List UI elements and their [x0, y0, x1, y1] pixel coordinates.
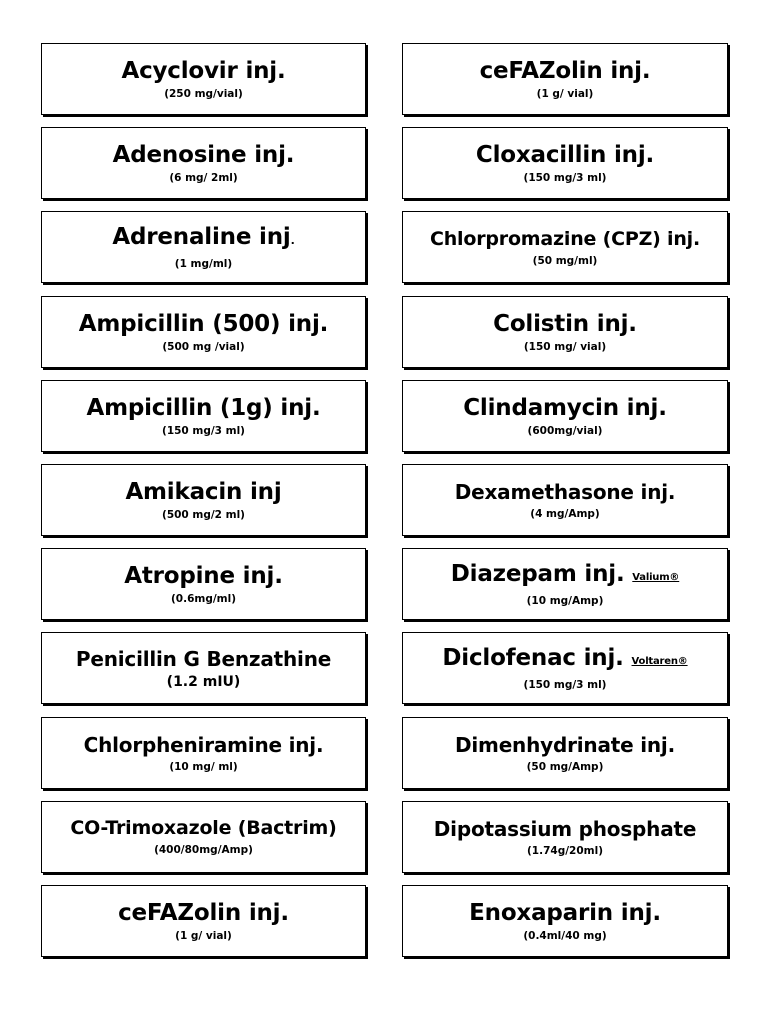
drug-dose: (1.2 mIU) — [166, 673, 241, 690]
drug-dose: (6 mg/ 2ml) — [169, 172, 238, 185]
drug-name: CO-Trimoxazole (Bactrim) — [70, 817, 337, 840]
drug-dose: (400/80mg/Amp) — [154, 844, 253, 857]
drug-label-diazepam — [402, 548, 728, 620]
drug-name: Diclofenac inj. — [442, 645, 624, 672]
drug-name: Penicillin G Benzathine — [75, 646, 332, 671]
drug-dose: (1 g/ vial) — [536, 88, 594, 100]
drug-name-row — [442, 644, 687, 676]
drug-dose: (50 mg/Amp) — [526, 760, 604, 773]
drug-name: Chlorpromazine (CPZ) inj. — [429, 227, 701, 250]
drug-name: Atropine inj. — [124, 563, 283, 590]
drug-label-enoxaparin — [402, 885, 728, 957]
drug-name-row — [112, 223, 294, 255]
drug-dose: (1 g/ vial) — [175, 929, 232, 942]
drug-dose: (0.6mg/ml) — [170, 593, 237, 606]
brand-name: Voltaren® — [631, 656, 688, 668]
drug-label-amikacin — [41, 464, 366, 536]
drug-label-cloxacillin — [402, 127, 728, 199]
drug-dose: (10 mg/ ml) — [169, 760, 238, 773]
drug-dose: (500 mg /vial) — [162, 340, 245, 353]
drug-dose: (0.4ml/40 mg) — [523, 929, 607, 942]
drug-label-adrenaline — [41, 211, 366, 283]
drug-name: Dipotassium phosphate — [433, 816, 697, 841]
drug-label-acyclovir — [41, 43, 366, 115]
drug-dose: (150 mg/3 ml) — [162, 424, 245, 437]
drug-label-dexamethasone — [402, 464, 728, 536]
drug-label-diclofenac — [402, 632, 728, 704]
drug-name: Diazepam inj. — [450, 561, 625, 588]
drug-label-adenosine — [41, 127, 366, 199]
drug-dose: (4 mg/Amp) — [530, 507, 600, 520]
drug-label-atropine — [41, 548, 366, 620]
drug-label-dipotassium-phosphate — [402, 801, 728, 873]
drug-name: ceFAZolin inj. — [118, 899, 289, 926]
drug-name: Clindamycin inj. — [463, 394, 667, 421]
drug-label-clindamycin — [402, 380, 728, 452]
drug-name: Dimenhydrinate inj. — [455, 732, 675, 757]
drug-label-cefazolin — [402, 43, 728, 115]
drug-label-chlorpromazine — [402, 211, 728, 283]
drug-name: Colistin inj. — [493, 310, 637, 337]
drug-dose: (150 mg/3 ml) — [523, 679, 607, 692]
drug-name: Dexamethasone inj. — [454, 479, 676, 504]
drug-dose: (600mg/vial) — [527, 424, 603, 437]
drug-name: Acyclovir inj. — [121, 58, 286, 84]
drug-label-co-trimoxazole — [41, 801, 366, 873]
drug-dose: (1 mg/ml) — [174, 258, 233, 271]
drug-dose: (1.74g/20ml) — [526, 844, 603, 857]
left-label-column — [41, 43, 366, 969]
drug-dose: (50 mg/ml) — [532, 254, 598, 267]
drug-name: Amikacin inj — [125, 478, 282, 505]
drug-dose: (250 mg/vial) — [164, 88, 243, 100]
drug-label-chlorpheniramine — [41, 717, 366, 789]
drug-name: Adenosine inj. — [112, 142, 295, 169]
drug-name: Cloxacillin inj. — [475, 142, 655, 169]
drug-label-penicillin-g-benzathine — [41, 632, 366, 704]
brand-name: Valium® — [632, 572, 680, 584]
drug-label-cefazolin — [41, 885, 366, 957]
drug-dose: (150 mg/3 ml) — [523, 172, 607, 185]
drug-label-ampicillin-1g — [41, 380, 366, 452]
drug-name: Adrenaline inj — [112, 224, 291, 251]
drug-name: Chlorpheniramine inj. — [83, 732, 324, 757]
drug-name: Ampicillin (500) inj. — [78, 310, 329, 337]
drug-dose: (500 mg/2 ml) — [162, 508, 245, 521]
drug-label-colistin — [402, 296, 728, 368]
drug-label-dimenhydrinate — [402, 717, 728, 789]
drug-dose: (10 mg/Amp) — [526, 595, 604, 608]
drug-label-ampicillin-500 — [41, 296, 366, 368]
drug-dose: (150 mg/ vial) — [523, 340, 607, 353]
drug-name: Enoxaparin inj. — [469, 899, 661, 926]
drug-name-suffix: . — [290, 234, 295, 248]
drug-name: ceFAZolin inj. — [479, 58, 651, 84]
drug-name: Ampicillin (1g) inj. — [86, 394, 321, 421]
drug-name-row — [451, 560, 679, 592]
right-label-column — [402, 43, 728, 969]
